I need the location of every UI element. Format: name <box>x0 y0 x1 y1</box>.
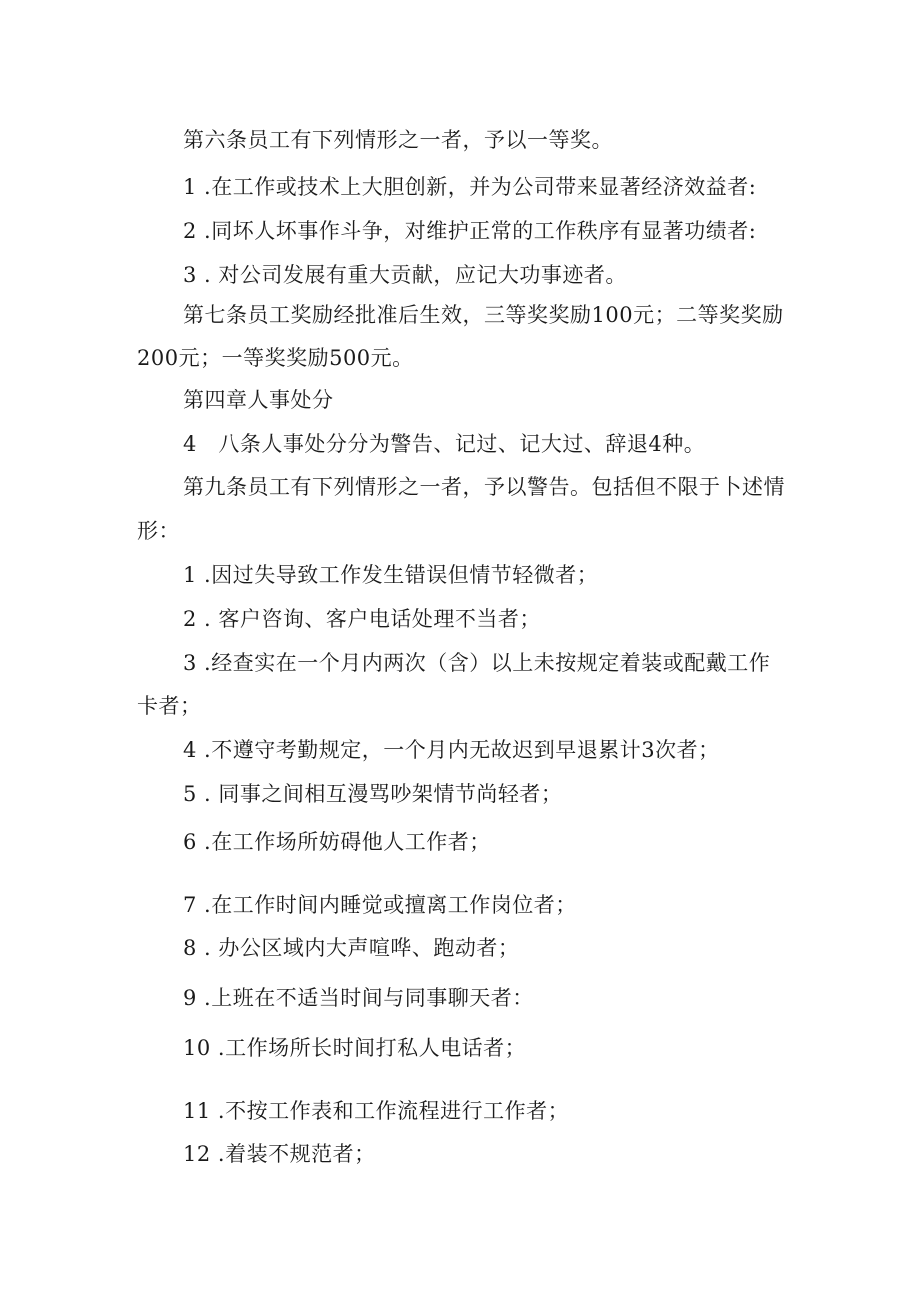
article-9-item-3-line-2: 卡者； <box>137 694 202 718</box>
article-8-text: 4 八条人事处分分为警告、记过、记大过、辞退4种。 <box>183 432 706 456</box>
article-9-item-6: 6 .在工作场所妨碍他人工作者； <box>183 830 491 854</box>
article-9-item-2: 2 . 客户咨询、客户电话处理不当者； <box>183 607 541 631</box>
article-9-item-1: 1 .因过失导致工作发生错误但情节轻微者； <box>183 563 599 587</box>
chapter-4-heading: 第四章人事处分 <box>183 388 334 412</box>
article-6-heading: 第六条员工有下列情形之一者，予以一等奖。 <box>183 128 613 152</box>
article-9-item-12: 12 .着装不规范者； <box>183 1142 376 1166</box>
article-9-item-9: 9 .上班在不适当时间与同事聊天者： <box>183 986 534 1010</box>
article-6-item-2: 2 .同坏人坏事作斗争，对维护正常的工作秩序有显著功绩者: <box>183 219 757 243</box>
article-9-line-1: 第九条员工有下列情形之一者，予以警告。包括但不限于卜述情 <box>183 475 785 499</box>
article-7-line-2: 200元；一等奖奖励500元。 <box>137 346 414 370</box>
article-9-item-11: 11 .不按工作表和工作流程进行工作者； <box>183 1099 570 1123</box>
article-7-line-1: 第七条员工奖励经批准后生效，三等奖奖励100元；二等奖奖励 <box>183 303 784 327</box>
article-9-item-7: 7 .在工作时间内睡觉或擅离工作岗位者； <box>183 893 577 917</box>
article-9-item-10: 10 .工作场所长时间打私人电话者； <box>183 1036 527 1060</box>
article-9-item-3-line-1: 3 .经查实在一个月内两次（含）以上未按规定着装或配戴工作 <box>183 651 771 675</box>
article-6-item-1: 1 .在工作或技术上大胆创新，并为公司带来显著经济效益者: <box>183 175 757 199</box>
article-9-item-5: 5 . 同事之间相互漫骂吵架情节尚轻者； <box>183 782 563 806</box>
article-9-line-2: 形： <box>137 519 180 543</box>
article-9-item-4: 4 .不遵守考勤规定，一个月内无故迟到早退累计3次者； <box>183 738 720 762</box>
article-9-item-8: 8 . 办公区域内大声喧哗、跑动者； <box>183 936 520 960</box>
article-6-item-3: 3 . 对公司发展有重大贡献，应记大功事迹者。 <box>183 263 627 287</box>
